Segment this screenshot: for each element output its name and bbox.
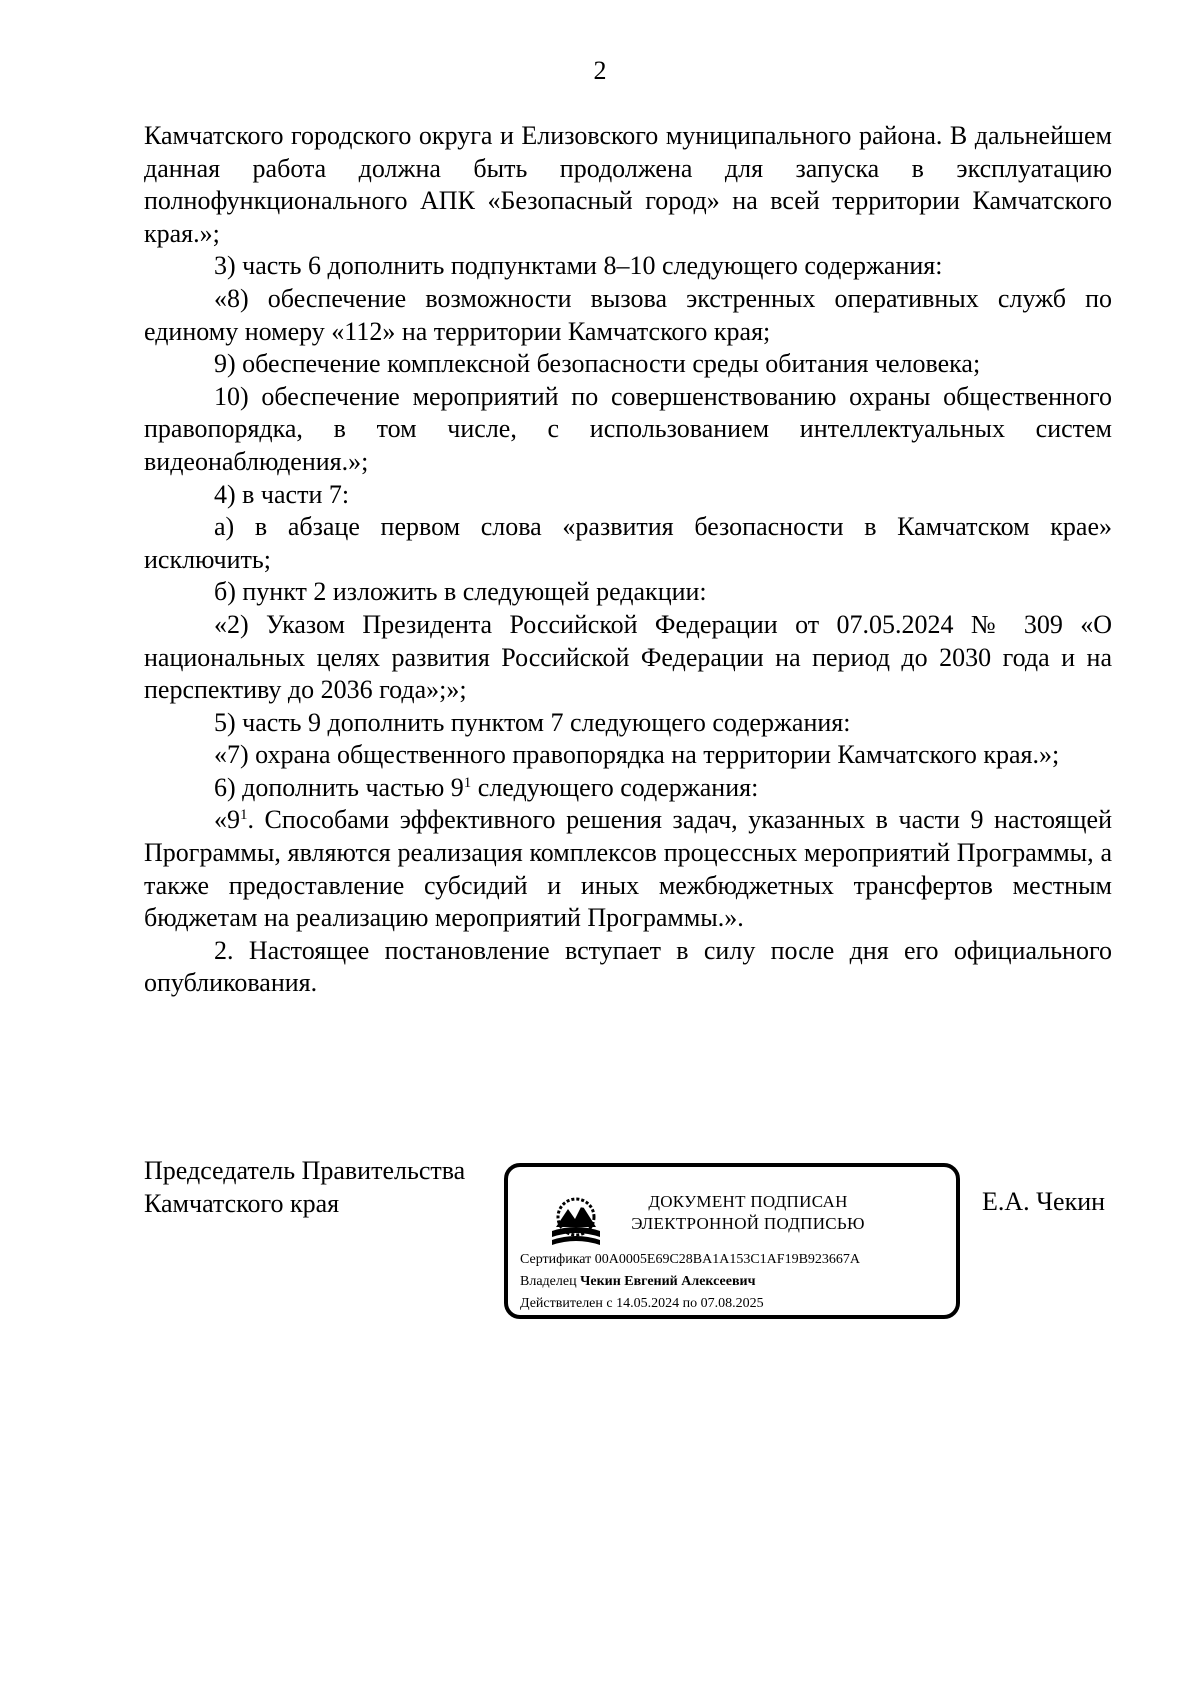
paragraph: Камчатского городского округа и Елизовского муниципального района. В дальнейшем данная работа должна быть продолжена для запуска в эксплуатацию полнофункционального АПК «Безопасный город» на всей территории Камчатского края.»; [144, 121, 1112, 248]
owner-value: Чекин Евгений Алексеевич [580, 1274, 756, 1289]
signer-position-line: Председатель Правительства [144, 1156, 466, 1185]
valid-label: Действителен с [520, 1296, 613, 1311]
paragraph [144, 772, 1112, 805]
certificate-label: Сертификат [520, 1252, 592, 1267]
paragraph-text: «9 [214, 805, 240, 835]
stamp-header-line: ЭЛЕКТРОННОЙ ПОДПИСЬЮ [631, 1214, 865, 1233]
signer-name: Е.А. Чекин [982, 1187, 1106, 1216]
paragraph-text: . Способами эффективного решения задач, указанных в части 9 настоящей Программы, являются реализация комплексов процессных мероприятий Программы, а также предоставление субсидий и иных межбюджетных трансфертов местным бюджетам на реализацию мероприятий Программы.». [144, 805, 1112, 933]
paragraph: 5) часть 9 дополнить пунктом 7 следующего содержания: [214, 707, 851, 737]
paragraph-text: следующего содержания: [471, 772, 759, 802]
valid-to: 07.08.2025 [700, 1296, 764, 1311]
validity-line [520, 1293, 860, 1315]
stamp-details [520, 1249, 860, 1315]
paragraph: 4) в части 7: [214, 479, 350, 509]
paragraph: «7) охрана общественного правопорядка на территории Камчатского края.»; [214, 740, 1060, 770]
document-body [144, 120, 1112, 1000]
superscript: 1 [463, 774, 472, 791]
valid-to-label: по [682, 1296, 698, 1311]
kamchatka-emblem-icon [548, 1191, 604, 1251]
paragraph: 2. Настоящее постановление вступает в силу после дня его официального опубликования. [144, 935, 1112, 998]
paragraph: 10) обеспечение мероприятий по совершенствованию охраны общественного правопорядка, в том числе, с использованием интеллектуальных систем видеонаблюдения.»; [144, 381, 1112, 476]
paragraph: 3) часть 6 дополнить подпунктами 8–10 следующего содержания: [214, 251, 943, 281]
paragraph-text: 6) дополнить частью 9 [214, 772, 464, 802]
electronic-signature-stamp [504, 1163, 960, 1319]
paragraph: 9) обеспечение комплексной безопасности среды обитания человека; [214, 349, 981, 379]
paragraph: «2) Указом Президента Российской Федерации от 07.05.2024 № 309 «О национальных целях развития Российской Федерации на период до 2030 года и на перспективу до 2036 года»;»; [144, 609, 1112, 705]
stamp-header-line: ДОКУМЕНТ ПОДПИСАН [648, 1192, 848, 1211]
paragraph: «8) обеспечение возможности вызова экстренных оперативных служб по единому номеру «112» на территории Камчатского края; [144, 283, 1112, 346]
stamp-header [618, 1191, 878, 1235]
owner-line [520, 1271, 860, 1293]
paragraph: б) пункт 2 изложить в следующей редакции: [214, 577, 707, 607]
valid-from: 14.05.2024 [616, 1296, 680, 1311]
paragraph [144, 804, 1112, 934]
certificate-line [520, 1249, 860, 1271]
page-number: 2 [593, 56, 607, 85]
paragraph: а) в абзаце первом слова «развития безопасности в Камчатском крае» исключить; [144, 512, 1112, 574]
signer-position-line: Камчатского края [144, 1188, 340, 1218]
owner-label: Владелец [520, 1274, 577, 1289]
certificate-value: 00A0005E69C28BA1A153C1AF19B923667A [594, 1252, 861, 1267]
superscript: 1 [240, 807, 248, 824]
signer-position [144, 1155, 465, 1220]
